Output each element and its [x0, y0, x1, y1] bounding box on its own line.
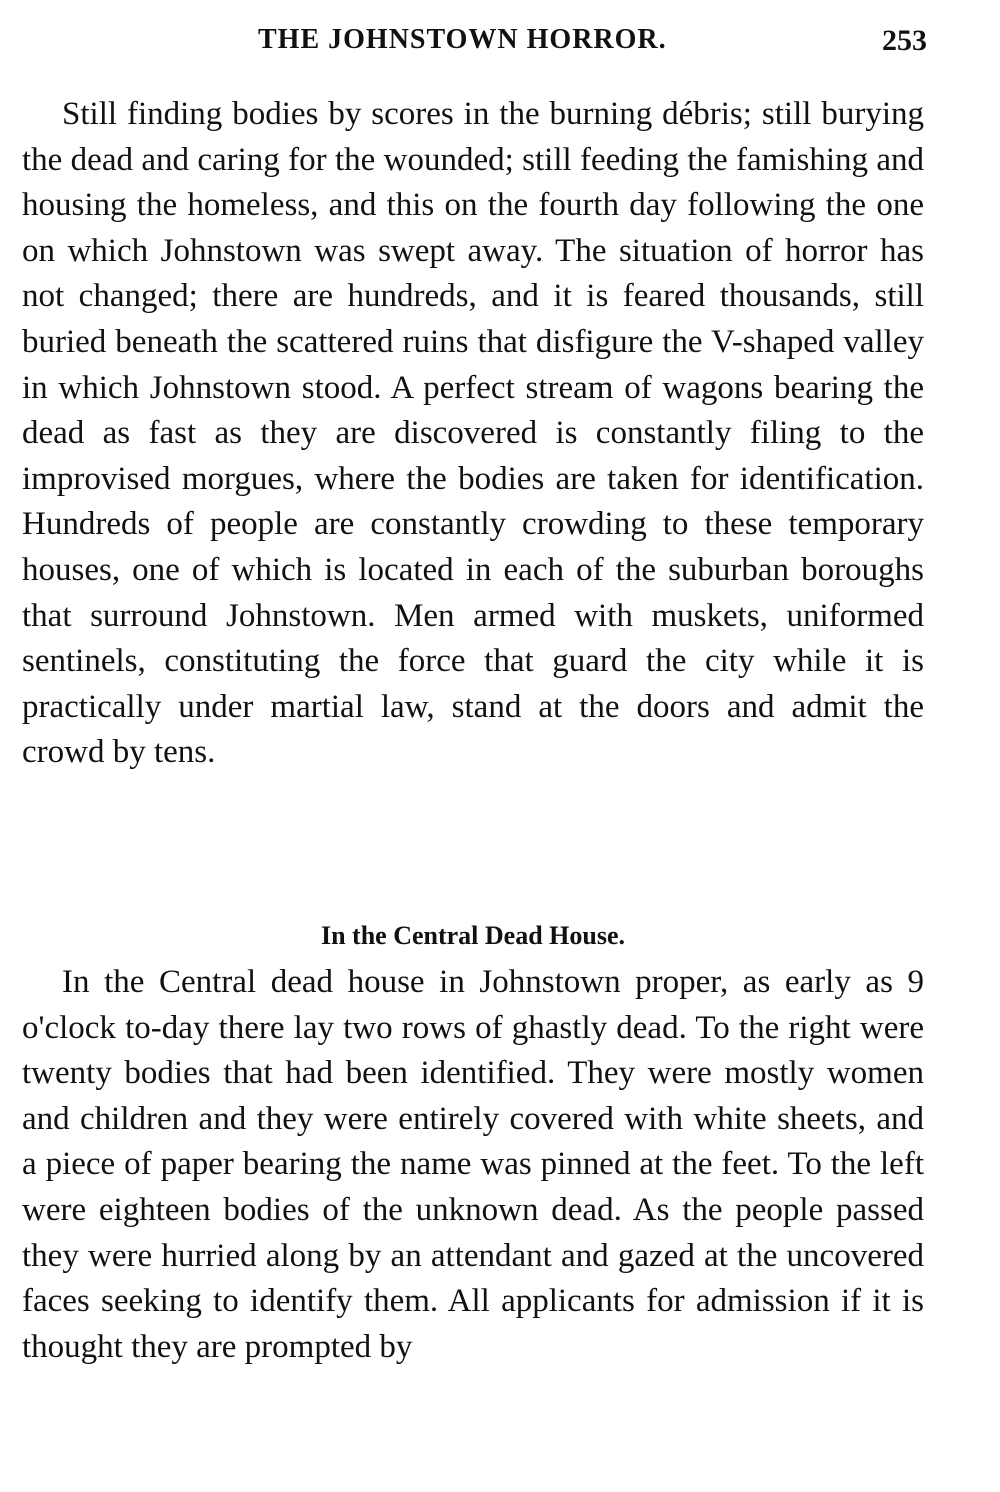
section-heading: In the Central Dead House.: [320, 921, 626, 950]
paragraph-situation: Still finding bodies by scores in the burning débris; still burying the dead and caring for the wounded; still feeding the famishing and housing the homeless, and this on the fourth day following the one on which Johnstown was swept away. The situation of horror has not changed; there are hundreds, and it is feared thousands, still buried beneath the scattered ruins that disfigure the V-shaped valley in which Johnstown stood. A perfect stream of wagons bearing the dead as fast as they are discovered is constantly filing to the improvised morgues, where the bodies are taken for identification. Hundreds of people are constantly crowding to these temporary houses, one of which is located in each of the suburban boroughs that surround Johnstown. Men armed with muskets, uniformed sentinels, constituting the force that guard the city while it is practically under martial law, stand at the doors and admit the crowd by tens.: [22, 96, 924, 771]
page-number: 253: [882, 24, 927, 57]
paragraph-central-dead-house: In the Central dead house in Johnstown proper, as early as 9 o'clock to-day there lay two rows of ghastly dead. To the right were twenty bodies that had been identified. They were mostly women and children and they were entirely covered with white sheets, and a piece of paper bearing the name was pinned at the feet. To the left were eighteen bodies of the unknown dead. As the people passed they were hurried along by an attendant and gazed at the uncovered faces seeking to identify them. All applicants for admission if it is thought they are prompted by: [22, 964, 924, 1365]
running-title: THE JOHNSTOWN HORROR.: [258, 24, 667, 55]
running-header: [22, 20, 927, 60]
